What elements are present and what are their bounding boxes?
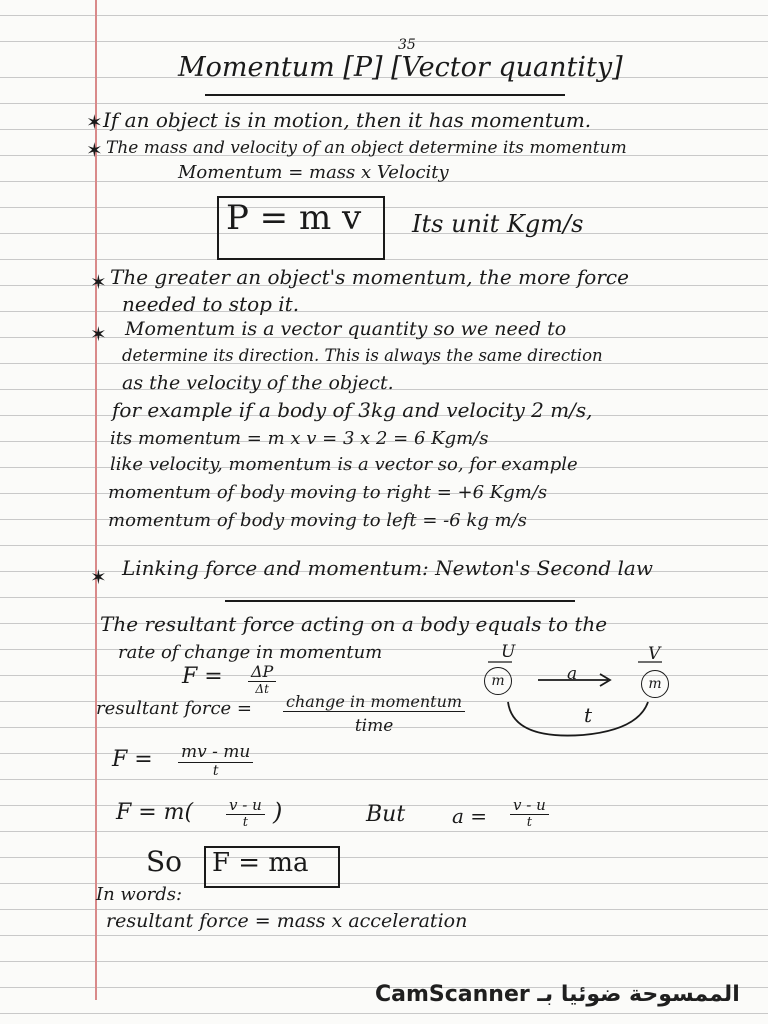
momentum-formula: P = m v	[226, 198, 362, 238]
eq5-numerator: v - u	[510, 798, 549, 815]
intro-line-3: Momentum = mass x Velocity	[178, 162, 449, 183]
f-ma-formula: F = ma	[212, 848, 309, 878]
eq5-fraction	[510, 798, 549, 829]
eq1-denominator: Δt	[255, 682, 269, 696]
eq4-denominator: t	[242, 815, 248, 830]
scanner-watermark: CamScanner الممسوحة ضوئيا بـ	[375, 982, 740, 1007]
eq4-close: )	[273, 798, 283, 826]
eq3-lhs: F =	[112, 747, 153, 772]
eq4-lhs: F = m(	[116, 800, 194, 825]
mass-ball-initial	[484, 667, 512, 695]
eq5-denominator: t	[526, 815, 532, 830]
example-5: momentum of body moving to left = -6 kg m/s	[108, 510, 527, 531]
eq4-fraction	[226, 798, 265, 829]
eq2-denominator: time	[354, 716, 394, 736]
page-title: Momentum [P] [Vector quantity]	[178, 52, 623, 83]
law-line-2: rate of change in momentum	[118, 642, 383, 663]
bullet-icon: ✶	[90, 565, 107, 589]
example-3: like velocity, momentum is a vector so, for example	[110, 454, 578, 475]
eq1-fraction	[248, 664, 276, 695]
eq3-denominator: t	[212, 763, 219, 779]
time-label: t	[584, 703, 593, 727]
eq5-lhs: a =	[452, 804, 488, 828]
example-4: momentum of body moving to right = +6 Kgm/s	[108, 482, 548, 503]
example-2: its momentum = m x v = 3 x 2 = 6 Kgm/s	[110, 428, 489, 449]
point-2c: as the velocity of the object.	[122, 372, 394, 394]
eq3-fraction	[178, 744, 253, 778]
eq2-numerator: change in momentum	[283, 694, 465, 712]
bullet-icon: ✶	[86, 110, 103, 134]
eq1-lhs: F =	[182, 664, 223, 689]
u-label: U	[501, 642, 516, 662]
in-words-label: In words:	[96, 884, 183, 905]
eq4-numerator: v - u	[226, 798, 265, 815]
momentum-unit: Its unit Kgm/s	[412, 210, 584, 238]
example-1: for example if a body of 3kg and velocity 2 m/s,	[112, 398, 593, 422]
accel-label: a	[567, 664, 578, 684]
mass-label: m	[648, 676, 662, 692]
but-label: But	[366, 802, 406, 827]
point-1b: needed to stop it.	[122, 292, 300, 316]
section-underline	[225, 600, 575, 602]
point-2a: Momentum is a vector quantity so we need to	[125, 318, 567, 340]
intro-line-2: The mass and velocity of an object determine its momentum	[106, 138, 627, 158]
mass-ball-final	[641, 670, 669, 698]
intro-line-1: If an object is in motion, then it has momentum.	[103, 108, 592, 132]
bullet-icon: ✶	[90, 270, 107, 294]
mass-label: m	[491, 673, 505, 689]
v-label: V	[648, 644, 661, 664]
time-bracket	[508, 702, 648, 736]
bullet-icon: ✶	[86, 138, 103, 162]
page-number: 35	[398, 37, 416, 53]
title-underline	[205, 94, 565, 96]
eq3-numerator: mv - mu	[178, 744, 253, 763]
in-words-equation: resultant force = mass x acceleration	[106, 910, 468, 932]
bullet-icon: ✶	[90, 322, 107, 346]
eq1-numerator: ΔP	[248, 664, 276, 682]
eq2-lhs: resultant force =	[96, 698, 252, 719]
point-1a: The greater an object's momentum, the more force	[110, 265, 629, 289]
so-label: So	[146, 845, 183, 878]
point-2b: determine its direction. This is always the same direction	[122, 346, 603, 365]
section2-heading: Linking force and momentum: Newton's Second law	[122, 556, 653, 580]
law-line-1: The resultant force acting on a body equals to the	[100, 612, 608, 636]
eq2-fraction	[283, 694, 465, 735]
